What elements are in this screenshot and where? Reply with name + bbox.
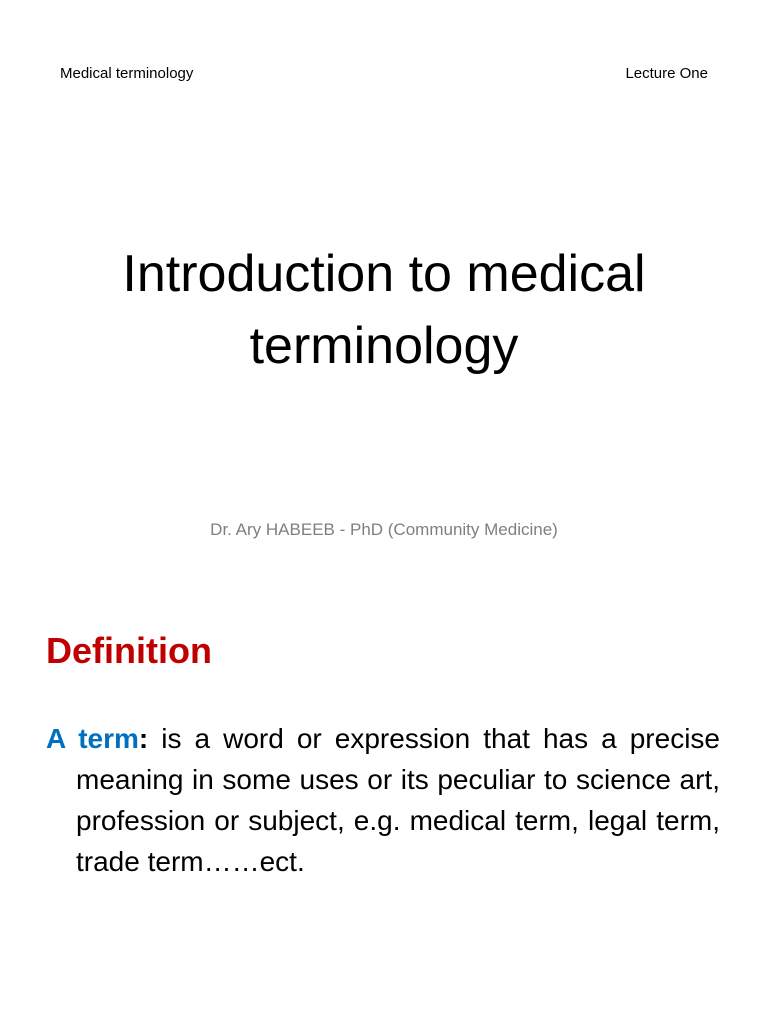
author-credit: Dr. Ary HABEEB - PhD (Community Medicine): [210, 520, 558, 539]
definition-body: is a word or expression that has a precise meaning in some uses or its peculiar to science art, profession or subject, e.g. medical term, legal term, trade term……ect.: [76, 723, 720, 877]
lecture-title-line-1: Introduction to medical: [122, 245, 646, 303]
term-colon: :: [138, 723, 149, 754]
defined-term: A term: [46, 723, 139, 754]
section-heading: Definition: [46, 630, 212, 671]
lecture-title: [40, 238, 728, 382]
lecture-title-line-2: terminology: [249, 317, 519, 375]
header-course-title: Medical terminology: [60, 65, 194, 82]
definition-paragraph: [46, 718, 720, 882]
header-lecture-number: Lecture One: [625, 65, 708, 82]
